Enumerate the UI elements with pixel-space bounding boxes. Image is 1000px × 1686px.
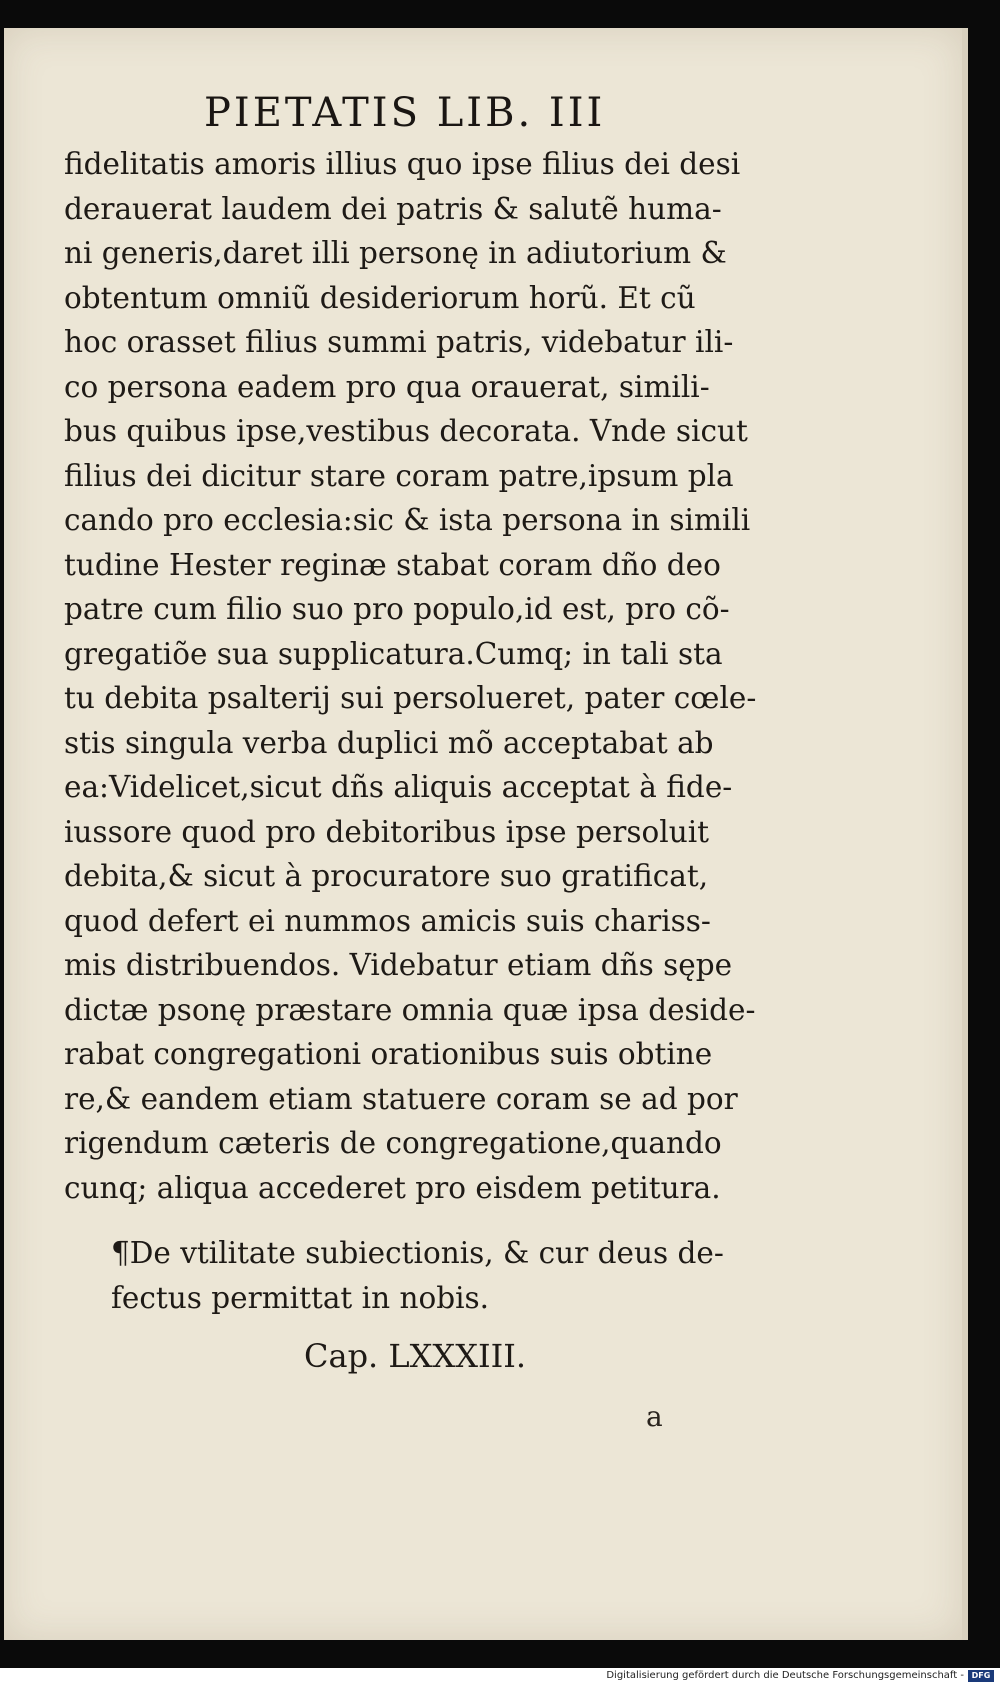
body-line: co persona eadem pro qua orauerat, simili- — [64, 369, 710, 404]
footer-credit: Digitalisierung gefördert durch die Deutsche Forschungsgemeinschaft - — [606, 1670, 964, 1681]
body-line: iussore quod pro debitoribus ipse persoluit — [64, 814, 710, 849]
body-line: quod defert ei nummos amicis suis chariss- — [64, 903, 711, 938]
chapter-heading-line: ¶De vtilitate subiectionis, & cur deus de- — [111, 1236, 724, 1270]
body-line: tudine Hester reginæ stabat coram dño deo — [64, 547, 721, 582]
body-line: fidelitatis amoris illius quo ipse filius dei desi — [64, 147, 741, 181]
running-header: PIETATIS LIB. III — [204, 90, 606, 136]
body-line: gregatiõe sua supplicatura.Cumq; in tali sta — [64, 636, 723, 671]
body-line: hoc orasset filius summi patris, videbatur ili- — [64, 325, 734, 359]
chapter-number: Cap. LXXXIII. — [304, 1337, 527, 1375]
body-line: stis singula verba duplici mõ acceptabat ab — [64, 725, 714, 760]
body-line: re,& eandem etiam statuere coram se ad por — [64, 1081, 738, 1116]
body-line: filius dei dicitur stare coram patre,ipsum pla — [64, 458, 734, 493]
chapter-heading-line: fectus permittat in nobis. — [111, 1280, 490, 1315]
body-line: cando pro ecclesia:sic & ista persona in simili — [64, 503, 751, 537]
body-line: ni generis,daret illi personę in adiutorium & — [64, 236, 727, 270]
body-line: cunq; aliqua accederet pro eisdem petitura. — [64, 1170, 721, 1205]
body-line: rabat congregationi orationibus suis obtine — [64, 1037, 713, 1071]
body-line: rigendum cæteris de congregatione,quando — [64, 1126, 722, 1160]
body-line: derauerat laudem dei patris & salutẽ huma- — [64, 191, 722, 226]
chapter-heading — [111, 1231, 724, 1320]
body-line: dictæ psonę præstare omnia quæ ipsa deside- — [64, 992, 756, 1027]
body-line: tu debita psalterij sui persolueret, pater cœle- — [64, 681, 757, 715]
signature-mark: a — [646, 1400, 663, 1433]
body-text — [64, 142, 764, 1210]
dfg-logo-icon: DFG — [968, 1670, 994, 1682]
body-line: bus quibus ipse,vestibus decorata. Vnde sicut — [64, 414, 748, 448]
book-page — [4, 28, 968, 1640]
body-line: patre cum filio suo pro populo,id est, pro cõ- — [64, 592, 730, 626]
body-line: ea:Videlicet,sicut dñs aliquis acceptat à fide- — [64, 770, 733, 804]
body-line: obtentum omniũ desideriorum horũ. Et cũ — [64, 280, 696, 315]
body-line: mis distribuendos. Videbatur etiam dñs sępe — [64, 948, 733, 982]
body-line: debita,& sicut à procuratore suo gratificat, — [64, 859, 709, 893]
